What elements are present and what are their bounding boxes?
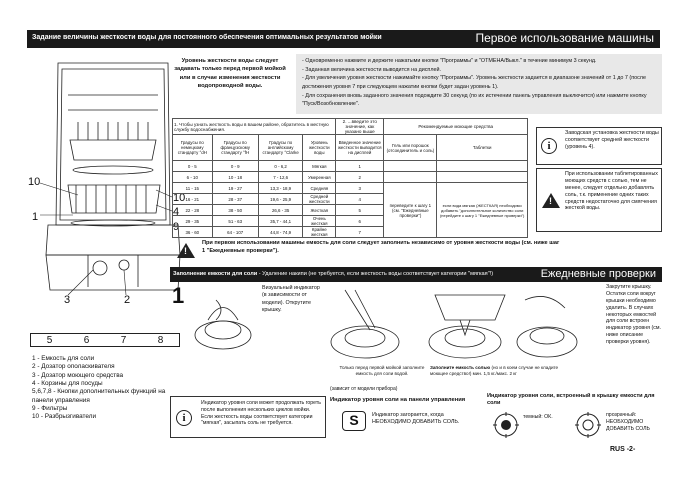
col-header: Градусы по немецкому стандарту °dH	[173, 135, 213, 161]
model-dependent-note: (зависит от модели прибора)	[330, 386, 398, 392]
step-number: 1	[172, 283, 185, 308]
step-item: - Одновременно нажмите и держите нажатыми кнопки "Программы" и "ОТМЕНА/Выкл." в течение минимум 3 секунд.	[302, 58, 597, 64]
panel-button-5: 5	[46, 334, 53, 346]
callout-4: 4	[173, 206, 180, 218]
callout-10-left: 10	[28, 176, 41, 188]
hardness-table	[172, 118, 528, 238]
first-use-note: При первом использовании машины емкость для соли следует заполнить независимо от уровня жесткости воды (см. ниже шаг 1 "Ежедневные проверки").	[202, 240, 560, 254]
header-title: Первое использование машины	[475, 31, 654, 45]
table-head-3: Рекомендуемые моющие средства	[384, 119, 528, 135]
indicator-note-box: i Индикатор уровня соли может продолжать гореть после выполнения нескольких циклов мойки. Если жесткость воды соответствует категории "мягкая", засыпать соль не требуется.	[170, 396, 326, 438]
col-header: Введенное значение жесткости выводится на дисплей	[336, 135, 384, 161]
gel-note: переведите к шагу 1 (см. "Ежедневные проверки")	[384, 183, 437, 238]
intro-steps	[296, 54, 662, 114]
close-cap-text: Закрутите крышку. Остатки соли вокруг крышки необходимо удалить. В случаях некоторых емкостей для соли встроен индикатор уровня (см. ниже описание проверки уровня).	[606, 284, 662, 345]
control-panel-buttons	[30, 333, 180, 347]
clear-label: прозрачный: НЕОБХОДИМО ДОБАВИТЬ СОЛЬ	[606, 412, 650, 432]
tablet-note: если вода мягкая (ЖЕСТКАЯ) необходимо добавить "дополнительное количество соли (перейдите к шагу 1 "Ежедневные проверки")	[437, 183, 528, 238]
table-row: 29 - 35 51 - 63 35,7 - 44,1 Очень жесткая 6	[173, 216, 528, 227]
page-number: RUS -2-	[610, 446, 636, 453]
legend-item: 10 - Разбрызгиватели	[32, 413, 97, 421]
lid-indicator-dark-icon	[490, 412, 522, 438]
table-row: 0 - 5 0 - 9 0 - 6,2 Мягкая 1	[173, 161, 528, 172]
fill-water-caption: Только перед первой мойкой заполните емкость для соли водой.	[339, 365, 425, 376]
info-icon: i	[176, 410, 192, 426]
step-item: - Для увеличения уровня жесткости нажимайте кнопку "Программы". Уровень жесткости задается в диапазоне значений от 1 до 7 (после достижения уровня 7 при следующем нажатии кнопки будет задан уровень 1).	[302, 75, 646, 90]
legend-item: 1 - Емкость для соли	[32, 355, 95, 362]
callout-1: 1	[32, 211, 39, 223]
callout-2: 2	[124, 294, 131, 306]
dishwasher-illustration	[28, 55, 186, 330]
col-header: Уровень жесткости воды	[303, 135, 336, 161]
table-head-1: 1. Чтобы узнать жесткость воды в вашем районе, обратитесь в местную службу водоснабжения.	[173, 119, 336, 135]
daily-checks-title: Ежедневные проверки	[540, 268, 656, 280]
salt-indicator-icon: S	[342, 411, 366, 431]
callout-3: 3	[64, 294, 71, 306]
warning-icon: !	[542, 193, 560, 208]
panel-button-8: 8	[157, 334, 164, 346]
table-row: 11 - 15 19 - 27 13,3 - 18,9 Средняя 3 переведите к шагу 1 (см. "Ежедневные проверки") если вода мягкая (ЖЕСТКАЯ) необходимо добавить "дополнительное количество соли (перейдите к шагу 1 "Ежедневные проверки")	[173, 183, 528, 194]
panel-indicator-title: Индикатор уровня соли на панели управления	[330, 397, 466, 403]
warning-icon: !	[177, 243, 195, 258]
col-header: Таблетки	[437, 135, 528, 161]
salt-fill-title: Заполнение емкости для соли	[173, 271, 258, 277]
visual-indicator-text: Визуальный индикатор (в зависимости от модели). Открутите крышку.	[262, 285, 320, 313]
page-header	[27, 30, 660, 48]
table-row: 22 - 28 38 - 50 26,6 - 35 Жесткая 5	[173, 205, 528, 216]
legend-item: 5,6,7,8 - Кнопки дополнительных функций на панели управления	[32, 388, 166, 404]
header-subtitle: Задание величины жесткости воды для постоянного обеспечения оптимальных результатов мойки	[32, 34, 382, 41]
legend-item: 9 - Фильтры	[32, 404, 68, 412]
table-row: 36 - 60 64 - 107 44,8 - 74,9 Крайне жесткая 7	[173, 227, 528, 238]
table-row: 16 - 21 28 - 37 19,6 - 25,9 Средней жесткости 4	[173, 194, 528, 205]
callout-10-right: 10	[173, 192, 186, 204]
factory-setting-note: i Заводская установка жесткости воды соответствует средней жесткости (уровень 4).	[536, 127, 662, 165]
dark-label: темный: ОК.	[523, 414, 553, 420]
salt-fill-desc: - Удаление накипи (не требуется, если жесткость воды соответствует категории "мягкая"!)	[257, 271, 494, 277]
lid-indicator-title: Индикатор уровня соли, встроенный в крышку емкости для соли	[487, 393, 655, 406]
tablets-note: ! При использовании таблетированных моющих средств с солью, тем не менее, следует отдельно добавлять соль, т.к. применение одних таких средств недостаточно для смягчения жесткой воды.	[536, 168, 662, 232]
legend-item: 2 - Дозатор ополаскивателя	[32, 363, 115, 371]
col-header: Гель или порошок (отсоединитель и соль)	[384, 135, 437, 161]
parts-legend	[32, 355, 182, 422]
panel-indicator-text: Индикатор загорается, когда НЕОБХОДИМО ДОБАВИТЬ СОЛЬ.	[372, 412, 460, 426]
callout-9: 9	[173, 221, 180, 233]
panel-button-7: 7	[120, 334, 127, 346]
table-row: 6 - 10 10 - 18 7 - 12,6 Умеренная 2	[173, 172, 528, 183]
intro-text: Уровень жесткости воды следует задавать только перед первой мойкой или в случае изменения жесткости водопроводной воды.	[174, 58, 286, 90]
legend-item: 4 - Корзины для посуды	[32, 379, 103, 387]
lid-indicator-clear-icon	[572, 412, 604, 438]
col-header: Градусы по английскому стандарту °Clarke	[258, 135, 303, 161]
daily-checks-bar	[170, 267, 662, 282]
legend-item: 3 - Дозатор моющего средства	[32, 371, 124, 379]
table-head-2: 2. ...введите это значение, как указано выше	[336, 119, 384, 135]
step-item: - Заданная величина жесткости выводится на дисплей.	[302, 66, 441, 73]
fill-salt-caption: Заполните емкость солью (но и в коем случае не кладите моющее средство!) мин. 1,5 кг./макс. 2 кг	[430, 365, 559, 376]
info-icon: i	[541, 138, 557, 154]
salt-cap-drawing	[188, 290, 258, 360]
col-header: Градусы по французскому стандарту °fH	[212, 135, 258, 161]
panel-button-6: 6	[83, 334, 90, 346]
salt-fill-drawings	[325, 290, 580, 365]
step-item: - Для сохранения вновь заданного значения подождите 30 секунд (по их истечении панель управления выключится) или нажмите кнопку "Пуск/Возобновление".	[302, 92, 647, 108]
